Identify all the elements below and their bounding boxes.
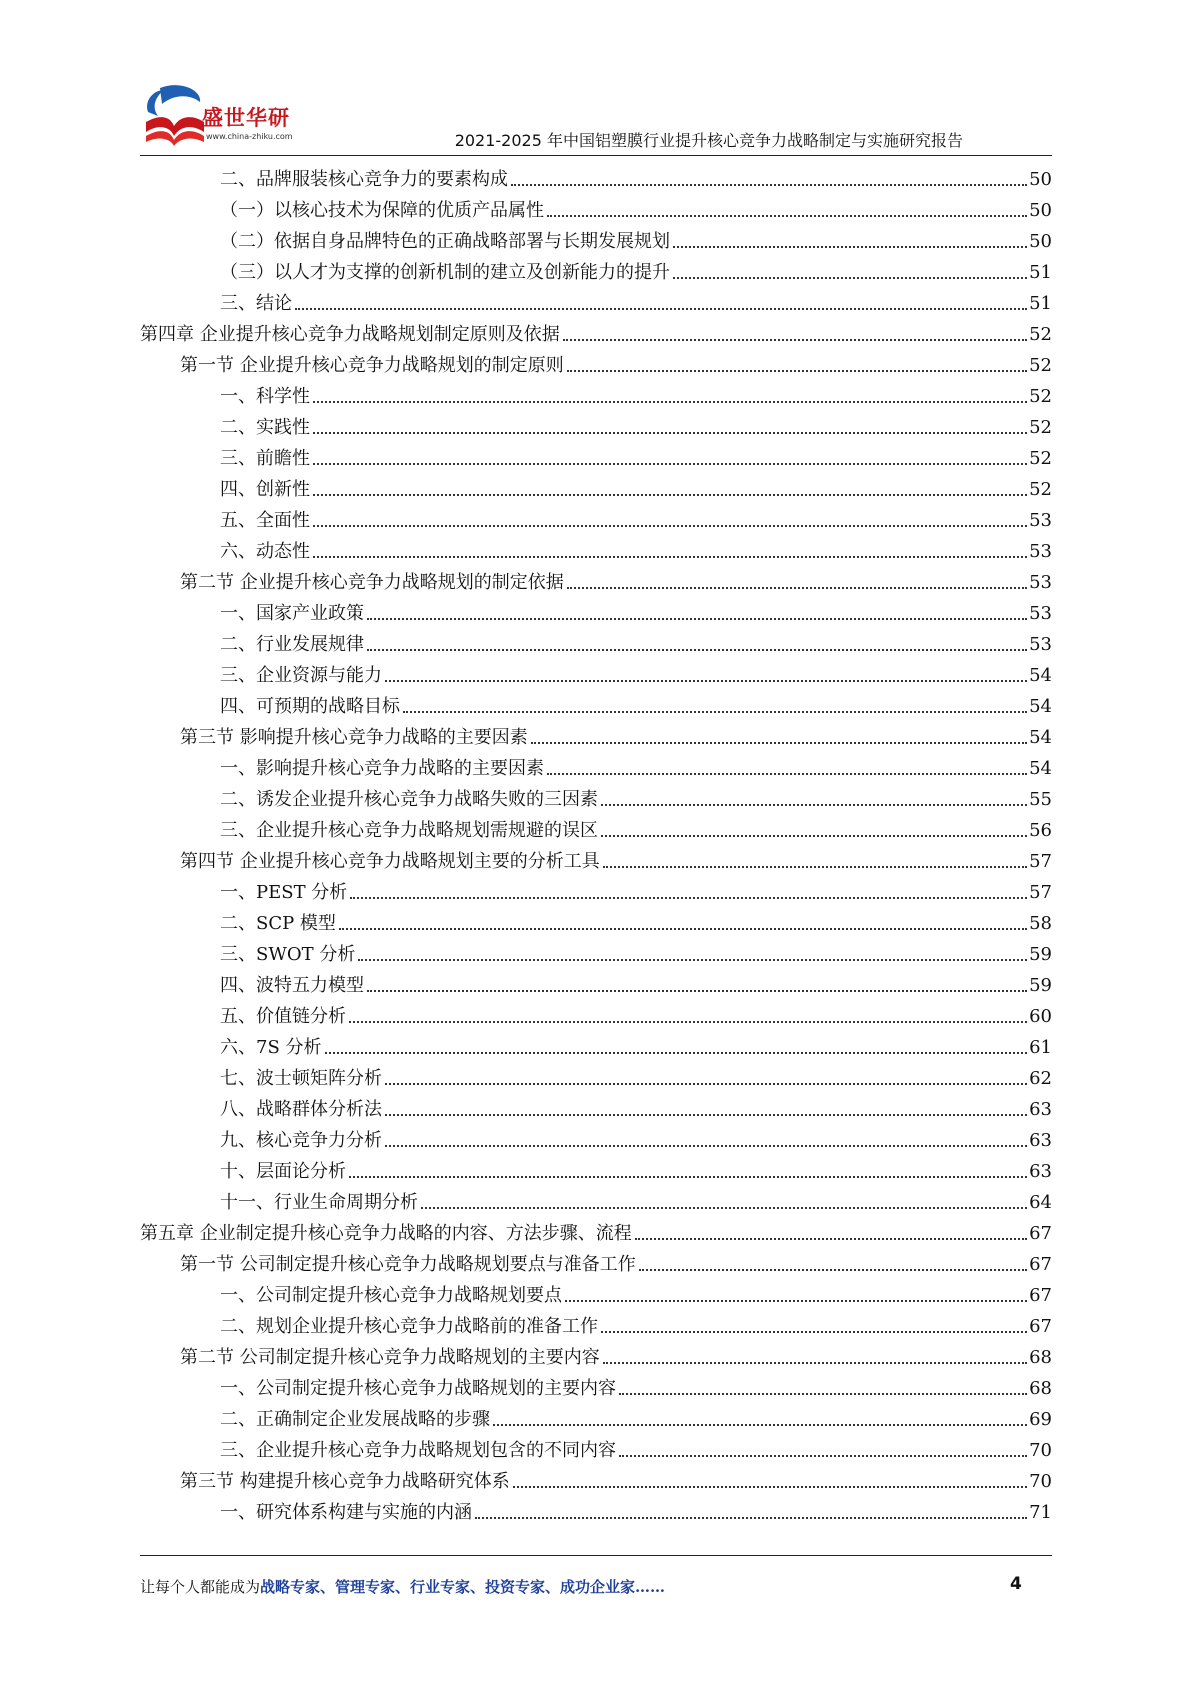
toc-entry-title: 二、规划企业提升核心竞争力战略前的准备工作: [220, 1316, 598, 1337]
toc-entry[interactable]: [220, 1307, 1052, 1338]
toc-entry-page: 68: [1029, 1347, 1052, 1368]
toc-entry-page: 50: [1029, 200, 1052, 221]
toc-entry-title: （三）以人才为支撑的创新机制的建立及创新能力的提升: [220, 262, 670, 283]
toc-entry[interactable]: [220, 966, 1052, 997]
toc-leader-dots: [475, 1517, 1027, 1519]
toc-entry-page: 53: [1029, 510, 1052, 531]
toc-leader-dots: [325, 1052, 1028, 1054]
toc-entry-page: 52: [1029, 324, 1052, 345]
toc-entry[interactable]: [220, 1369, 1052, 1400]
brand-url: www.china-zhiku.com: [206, 132, 293, 141]
toc-leader-dots: [349, 1176, 1027, 1178]
toc-leader-dots: [619, 1455, 1027, 1457]
toc-entry-title: 二、行业发展规律: [220, 634, 364, 655]
toc-entry-page: 54: [1029, 696, 1052, 717]
toc-leader-dots: [385, 680, 1027, 682]
toc-entry-page: 52: [1029, 355, 1052, 376]
toc-leader-dots: [385, 1083, 1027, 1085]
toc-entry-title: 三、SWOT 分析: [220, 944, 356, 965]
toc-leader-dots: [313, 556, 1027, 558]
toc-entry-page: 56: [1029, 820, 1052, 841]
toc-entry[interactable]: [220, 222, 1052, 253]
toc-entry-title: 六、7S 分析: [220, 1037, 322, 1058]
brand-name: 盛世华研: [202, 106, 290, 130]
toc-entry-page: 52: [1029, 479, 1052, 500]
toc-entry-page: 61: [1029, 1037, 1052, 1058]
toc-leader-dots: [385, 1145, 1027, 1147]
footer-slogan: [140, 1576, 665, 1597]
toc-entry-page: 53: [1029, 572, 1052, 593]
toc-leader-dots: [421, 1207, 1027, 1209]
toc-entry-page: 50: [1029, 231, 1052, 252]
toc-leader-dots: [350, 897, 1027, 899]
toc-entry[interactable]: [220, 284, 1052, 315]
toc-entry-page: 55: [1029, 789, 1052, 810]
toc-entry-title: 第一节 公司制定提升核心竞争力战略规划要点与准备工作: [180, 1254, 636, 1275]
toc-leader-dots: [563, 339, 1027, 341]
toc-leader-dots: [358, 959, 1027, 961]
toc-entry-page: 53: [1029, 634, 1052, 655]
toc-leader-dots: [367, 649, 1027, 651]
toc-entry-title: 四、可预期的战略目标: [220, 696, 400, 717]
toc-entry-page: 52: [1029, 417, 1052, 438]
toc-entry-title: （一）以核心技术为保障的优质产品属性: [220, 200, 544, 221]
toc-entry-page: 50: [1029, 169, 1052, 190]
toc-entry-page: 71: [1029, 1502, 1052, 1523]
toc-entry-page: 63: [1029, 1130, 1052, 1151]
toc-entry[interactable]: [220, 594, 1052, 625]
toc-entry[interactable]: [220, 191, 1052, 222]
toc-entry[interactable]: [220, 1400, 1052, 1431]
toc-entry-page: 70: [1029, 1440, 1052, 1461]
toc-entry-page: 59: [1029, 944, 1052, 965]
toc-entry[interactable]: [140, 1214, 1052, 1245]
toc-entry[interactable]: [140, 315, 1052, 346]
toc-entry-title: 三、企业提升核心竞争力战略规划需规避的误区: [220, 820, 598, 841]
toc-entry[interactable]: [220, 904, 1052, 935]
toc-entry-page: 63: [1029, 1161, 1052, 1182]
toc-entry-title: 十一、行业生命周期分析: [220, 1192, 418, 1213]
toc-leader-dots: [385, 1114, 1027, 1116]
toc-entry-title: 三、企业提升核心竞争力战略规划包含的不同内容: [220, 1440, 616, 1461]
toc-entry-page: 59: [1029, 975, 1052, 996]
report-title: 2021-2025 年中国铝塑膜行业提升核心竞争力战略制定与实施研究报告: [454, 131, 963, 150]
toc-entry-title: 七、波士顿矩阵分析: [220, 1068, 382, 1089]
toc-entry-title: 十、层面论分析: [220, 1161, 346, 1182]
toc-leader-dots: [367, 990, 1027, 992]
toc-entry-title: 二、SCP 模型: [220, 913, 336, 934]
toc-leader-dots: [601, 1331, 1027, 1333]
toc-entry-title: 二、品牌服装核心竞争力的要素构成: [220, 169, 508, 190]
toc-entry[interactable]: [220, 439, 1052, 470]
toc-entry[interactable]: [220, 780, 1052, 811]
toc-entry-title: 一、公司制定提升核心竞争力战略规划要点: [220, 1285, 562, 1306]
page-number: 4: [1010, 1574, 1022, 1594]
toc-leader-dots: [493, 1424, 1027, 1426]
toc-entry-title: 三、企业资源与能力: [220, 665, 382, 686]
toc-entry-page: 51: [1029, 262, 1052, 283]
toc-entry-page: 62: [1029, 1068, 1052, 1089]
toc-entry-page: 67: [1029, 1254, 1052, 1275]
toc-entry-title: 一、国家产业政策: [220, 603, 364, 624]
logo-book-icon: [140, 82, 208, 150]
toc-entry-title: 一、科学性: [220, 386, 310, 407]
toc-leader-dots: [339, 928, 1027, 930]
toc-leader-dots: [367, 618, 1027, 620]
toc-entry-page: 60: [1029, 1006, 1052, 1027]
toc-leader-dots: [639, 1269, 1027, 1271]
toc-entry[interactable]: [220, 501, 1052, 532]
toc-leader-dots: [619, 1393, 1027, 1395]
toc-entry-title: 一、公司制定提升核心竞争力战略规划的主要内容: [220, 1378, 616, 1399]
toc-entry-page: 52: [1029, 448, 1052, 469]
page-header: [0, 0, 1191, 160]
toc-entry-title: 第一节 企业提升核心竞争力战略规划的制定原则: [180, 355, 564, 376]
toc-entry[interactable]: [220, 1028, 1052, 1059]
toc-entry[interactable]: [220, 1152, 1052, 1183]
toc-leader-dots: [531, 742, 1027, 744]
toc-entry[interactable]: [180, 718, 1052, 749]
toc-entry-page: 57: [1029, 882, 1052, 903]
toc-leader-dots: [313, 494, 1027, 496]
toc-leader-dots: [313, 525, 1027, 527]
toc-leader-dots: [567, 370, 1027, 372]
toc-leader-dots: [511, 184, 1027, 186]
toc-entry-title: 第三节 影响提升核心竞争力战略的主要因素: [180, 727, 528, 748]
toc-entry-title: 二、实践性: [220, 417, 310, 438]
toc-entry[interactable]: [220, 408, 1052, 439]
toc-entry-title: 第四节 企业提升核心竞争力战略规划主要的分析工具: [180, 851, 600, 872]
toc-leader-dots: [673, 246, 1027, 248]
toc-entry-page: 63: [1029, 1099, 1052, 1120]
toc-entry[interactable]: [220, 470, 1052, 501]
slogan-prefix: 让每个人都能成为: [140, 1578, 261, 1596]
toc-leader-dots: [313, 401, 1027, 403]
toc-entry-page: 51: [1029, 293, 1052, 314]
toc-entry-title: 二、诱发企业提升核心竞争力战略失败的三因素: [220, 789, 598, 810]
toc-leader-dots: [547, 773, 1027, 775]
toc-entry-title: 三、结论: [220, 293, 292, 314]
toc-entry[interactable]: [220, 935, 1052, 966]
toc-entry-title: 九、核心竞争力分析: [220, 1130, 382, 1151]
header-divider: [140, 155, 1052, 156]
toc-entry-page: 69: [1029, 1409, 1052, 1430]
toc-leader-dots: [349, 1021, 1027, 1023]
toc-leader-dots: [603, 1362, 1027, 1364]
toc-entry[interactable]: [180, 1338, 1052, 1369]
toc-entry[interactable]: [180, 563, 1052, 594]
toc-entry[interactable]: [220, 1090, 1052, 1121]
toc-entry-title: 一、影响提升核心竞争力战略的主要因素: [220, 758, 544, 779]
toc-leader-dots: [603, 866, 1027, 868]
footer-divider: [140, 1555, 1052, 1556]
slogan-highlight: 战略专家、管理专家、行业专家、投资专家、成功企业家……: [260, 1578, 666, 1596]
toc-entry[interactable]: [180, 1462, 1052, 1493]
toc-entry-page: 67: [1029, 1285, 1052, 1306]
toc-entry-page: 58: [1029, 913, 1052, 934]
toc-entry[interactable]: [220, 687, 1052, 718]
toc-entry-title: 第二节 企业提升核心竞争力战略规划的制定依据: [180, 572, 564, 593]
toc-entry-page: 53: [1029, 603, 1052, 624]
toc-entry[interactable]: [220, 625, 1052, 656]
toc-entry[interactable]: [220, 1493, 1052, 1524]
toc-entry[interactable]: [220, 160, 1052, 191]
toc-entry[interactable]: [220, 1183, 1052, 1214]
toc-leader-dots: [601, 835, 1027, 837]
company-logo: [140, 82, 310, 152]
toc-entry[interactable]: [220, 1059, 1052, 1090]
toc-entry-page: 53: [1029, 541, 1052, 562]
toc-leader-dots: [313, 432, 1027, 434]
toc-entry-page: 54: [1029, 727, 1052, 748]
toc-leader-dots: [565, 1300, 1027, 1302]
toc-entry[interactable]: [220, 377, 1052, 408]
toc-entry-page: 70: [1029, 1471, 1052, 1492]
toc-entry-page: 54: [1029, 665, 1052, 686]
toc-entry[interactable]: [220, 1121, 1052, 1152]
toc-entry-page: 57: [1029, 851, 1052, 872]
toc-entry-title: 一、PEST 分析: [220, 882, 348, 903]
toc-entry-title: 八、战略群体分析法: [220, 1099, 382, 1120]
toc-leader-dots: [635, 1238, 1027, 1240]
toc-entry-title: 第三节 构建提升核心竞争力战略研究体系: [180, 1471, 510, 1492]
toc-entry-title: 第四章 企业提升核心竞争力战略规划制定原则及依据: [140, 324, 560, 345]
toc-entry-title: 四、波特五力模型: [220, 975, 364, 996]
toc-entry[interactable]: [180, 1245, 1052, 1276]
toc-leader-dots: [567, 587, 1027, 589]
toc-leader-dots: [673, 277, 1027, 279]
toc-entry-page: 67: [1029, 1316, 1052, 1337]
toc-entry[interactable]: [220, 532, 1052, 563]
toc-entry-title: 二、正确制定企业发展战略的步骤: [220, 1409, 490, 1430]
toc-entry[interactable]: [180, 842, 1052, 873]
toc-entry-page: 67: [1029, 1223, 1052, 1244]
toc-entry[interactable]: [220, 997, 1052, 1028]
toc-entry-title: 第二节 公司制定提升核心竞争力战略规划的主要内容: [180, 1347, 600, 1368]
toc-leader-dots: [513, 1486, 1027, 1488]
toc-leader-dots: [547, 215, 1027, 217]
toc-entry[interactable]: [220, 749, 1052, 780]
toc-entry-page: 64: [1029, 1192, 1052, 1213]
toc-entry-page: 68: [1029, 1378, 1052, 1399]
toc-entry[interactable]: [220, 873, 1052, 904]
toc-entry-title: 一、研究体系构建与实施的内涵: [220, 1502, 472, 1523]
toc-entry-title: 五、价值链分析: [220, 1006, 346, 1027]
toc-entry[interactable]: [220, 1276, 1052, 1307]
toc-entry[interactable]: [220, 1431, 1052, 1462]
toc-entry-title: 三、前瞻性: [220, 448, 310, 469]
toc-entry[interactable]: [180, 346, 1052, 377]
toc-entry-title: 四、创新性: [220, 479, 310, 500]
toc-entry-title: 第五章 企业制定提升核心竞争力战略的内容、方法步骤、流程: [140, 1223, 632, 1244]
toc-leader-dots: [295, 308, 1027, 310]
toc-leader-dots: [601, 804, 1027, 806]
toc-entry[interactable]: [220, 253, 1052, 284]
toc-leader-dots: [403, 711, 1027, 713]
toc-entry[interactable]: [220, 811, 1052, 842]
toc-entry-title: 五、全面性: [220, 510, 310, 531]
toc-entry[interactable]: [220, 656, 1052, 687]
toc-entry-title: 六、动态性: [220, 541, 310, 562]
toc-leader-dots: [313, 463, 1027, 465]
toc-entry-page: 52: [1029, 386, 1052, 407]
toc-entry-page: 54: [1029, 758, 1052, 779]
toc-entry-title: （二）依据自身品牌特色的正确战略部署与长期发展规划: [220, 231, 670, 252]
